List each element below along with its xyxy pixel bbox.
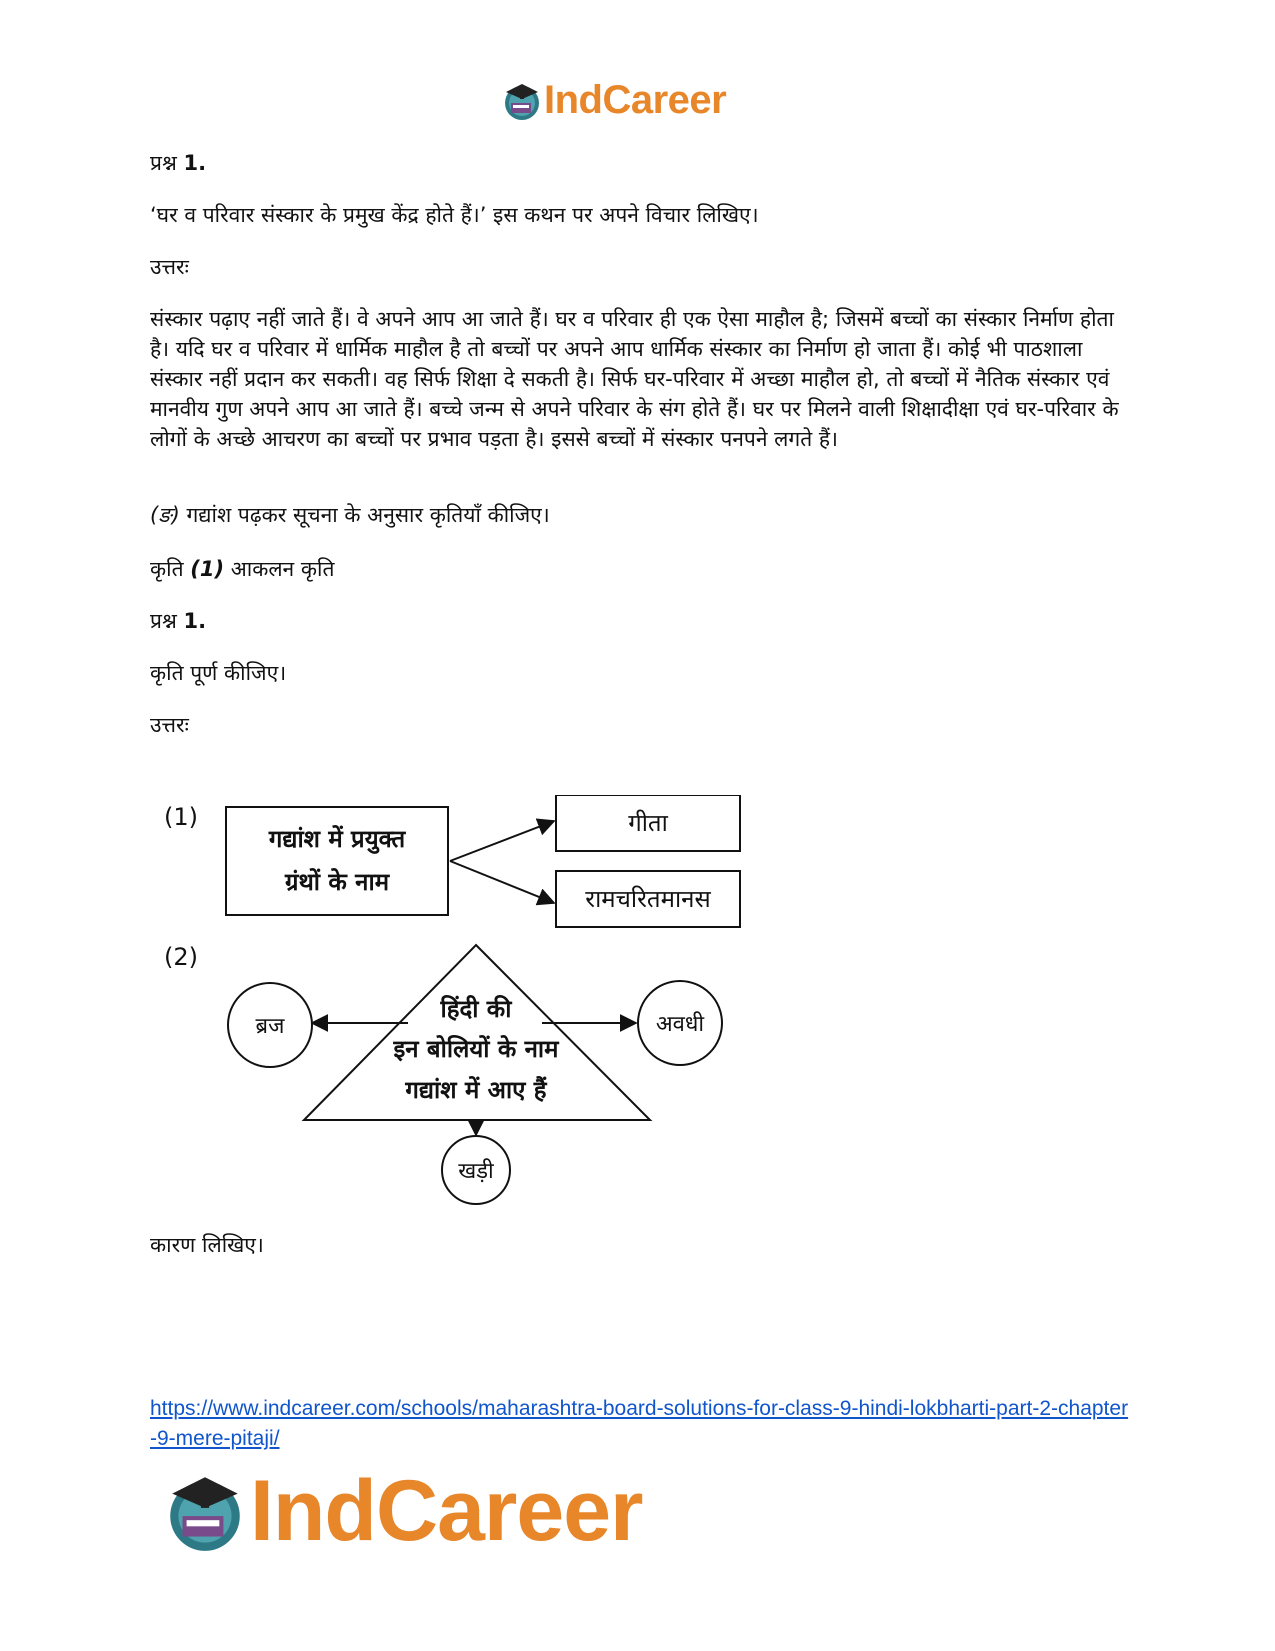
answer-label: उत्तरः — [150, 255, 189, 279]
answer-diagram — [150, 795, 750, 1215]
question-label-prefix: प्रश्न — [150, 609, 177, 633]
answer-text: संस्कार पढ़ाए नहीं जाते हैं। वे अपने आप आ जाते हैं। घर व परिवार ही एक ऐसा माहौल है; जिसमें बच्चों का संस्कार निर्माण होता है। यदि घर व परिवार में धार्मिक माहौल है तो बच्चों पर अपने आप धार्मिक संस्कार का निर्माण हो जाता हैं। कोई भी पाठशाला संस्कार नहीं प्रदान कर सकती। वह सिर्फ शिक्षा दे सकती है। सिर्फ घर-परिवार में अच्छा माहौल हो, तो बच्चों में नैतिक संस्कार एवं मानवीय गुण अपने आप आ जाते हैं। बच्चे जन्म से अपने परिवार के संग होते हैं। घर पर मिलने वाली शिक्षादीक्षा एवं घर-परिवार के लोगों के अच्छे आचरण का बच्चों पर प्रभाव पड़ता है। इससे बच्चों में संस्कार पनपने लगते हैं। — [150, 307, 1119, 451]
answer-label-2: उत्तरः — [150, 713, 189, 737]
part2-bottom: खड़ी — [458, 1159, 494, 1184]
part1-arrow-bottom — [450, 861, 554, 903]
part1-item-2: रामचरितमानस — [585, 885, 711, 913]
part2-center-line2: इन बोलियों के नाम — [393, 1035, 559, 1063]
part2-left: ब्रज — [255, 1014, 285, 1039]
part2-center-line1: हिंदी की — [440, 995, 512, 1023]
section-marker: (ङ) — [150, 503, 180, 527]
graduate-globe-icon — [160, 1467, 250, 1557]
question-label — [150, 148, 206, 178]
question-label-prefix: प्रश्न — [150, 151, 177, 175]
graduate-globe-icon — [500, 79, 544, 123]
kriti-prefix: कृति — [150, 557, 184, 581]
part1-center-line1: गद्यांश में प्रयुक्त — [268, 825, 406, 853]
part1-center-box — [226, 807, 448, 915]
logo-text: IndCareer — [250, 1463, 643, 1559]
logo-text: IndCareer — [544, 78, 727, 122]
header-logo — [500, 78, 726, 123]
question-text-2: कृति पूर्ण कीजिए। — [150, 661, 287, 685]
question-text: ‘घर व परिवार संस्कार के प्रमुख केंद्र होते हैं।’ इस कथन पर अपने विचार लिखिए। — [150, 203, 759, 227]
kriti-heading — [150, 554, 334, 584]
kriti-label: आकलन कृति — [230, 557, 335, 581]
part2-right: अवधी — [655, 1012, 705, 1037]
part2-center-line3: गद्यांश में आए हैं — [405, 1076, 547, 1104]
part1-center-line2: ग्रंथों के नाम — [284, 868, 390, 896]
question-label-number: 1. — [183, 609, 207, 633]
question-label-2 — [150, 606, 206, 636]
section-text: गद्यांश पढ़कर सूचना के अनुसार कृतियाँ कीजिए। — [186, 503, 550, 527]
reason-instruction: कारण लिखिए। — [150, 1233, 264, 1257]
question-label-number: 1. — [183, 151, 207, 175]
source-link[interactable]: https://www.indcareer.com/schools/maharashtra-board-solutions-for-class-9-hindi-lokbharti-part-2-chapter-9-mere-pitaji/ — [150, 1397, 1129, 1450]
kriti-number: (1) — [190, 557, 225, 581]
part1-item-1: गीता — [628, 809, 668, 837]
section-instruction — [150, 500, 550, 530]
footer-logo — [160, 1462, 643, 1561]
part1-arrow-top — [450, 821, 554, 861]
part1-number: (1) — [164, 803, 198, 831]
part2-number: (2) — [164, 943, 198, 971]
